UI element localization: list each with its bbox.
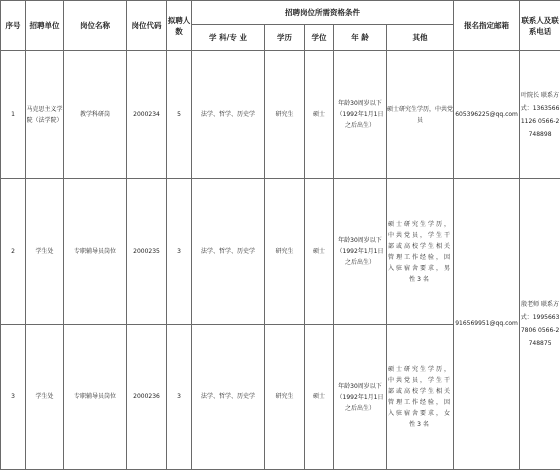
header-age: 年 龄	[334, 25, 387, 51]
cell-hire-count: 3	[167, 325, 192, 470]
header-row-1	[1, 1, 560, 25]
header-contact: 联系人及联系电话	[520, 1, 560, 51]
cell-major: 法学、哲学、历史学	[192, 179, 265, 325]
table-row	[1, 51, 560, 179]
cell-major: 法学、哲学、历史学	[192, 51, 265, 179]
cell-position-name: 教学科研岗	[64, 51, 127, 179]
header-seq: 序号	[1, 1, 26, 51]
cell-degree: 硕士	[305, 179, 334, 325]
cell-age: 年龄30周岁以下（1992年1月1日之后出生）	[334, 51, 387, 179]
header-unit: 招聘单位	[26, 1, 64, 51]
table-row	[1, 179, 560, 325]
header-other: 其他	[387, 25, 454, 51]
cell-other: 硕士研究生学历，中共党员，学生干部或高校学生相关管理工作经验，因入驻宿舍要求，女性3名	[387, 325, 454, 470]
cell-unit: 学生处	[26, 179, 64, 325]
cell-hire-count: 3	[167, 179, 192, 325]
header-hire-count: 拟聘人数	[167, 1, 192, 51]
cell-other: 硕士研究生学历，中共党员	[387, 51, 454, 179]
cell-education: 研究生	[265, 179, 305, 325]
header-requirements: 招聘岗位所需资格条件	[192, 1, 454, 25]
cell-major: 法学、哲学、历史学	[192, 325, 265, 470]
cell-position-name: 专职辅导员岗位	[64, 179, 127, 325]
cell-unit: 学生处	[26, 325, 64, 470]
cell-position-code: 2000236	[127, 325, 167, 470]
cell-degree: 硕士	[305, 325, 334, 470]
cell-education: 研究生	[265, 325, 305, 470]
cell-seq: 1	[1, 51, 26, 179]
cell-contact-shared: 殷老师 联系方式：19956637806 0566-2748875	[520, 179, 560, 470]
cell-position-code: 2000234	[127, 51, 167, 179]
header-degree: 学位	[305, 25, 334, 51]
cell-degree: 硕士	[305, 51, 334, 179]
cell-position-name: 专职辅导员岗位	[64, 325, 127, 470]
header-education: 学历	[265, 25, 305, 51]
cell-seq: 2	[1, 179, 26, 325]
cell-email: 605396225@qq.com	[454, 51, 520, 179]
header-major: 学 科/专 业	[192, 25, 265, 51]
cell-age: 年龄30周岁以下（1992年1月1日之后出生）	[334, 179, 387, 325]
cell-age: 年龄30周岁以下（1992年1月1日之后出生）	[334, 325, 387, 470]
cell-email-shared: 916569951@qq.com	[454, 179, 520, 470]
header-position-code: 岗位代码	[127, 1, 167, 51]
header-email: 报名指定邮箱	[454, 1, 520, 51]
cell-unit: 马克思主义学院（法学院）	[26, 51, 64, 179]
cell-other: 硕士研究生学历，中共党员，学生干部或高校学生相关管理工作经验，因入驻宿舍要求，男性3名	[387, 179, 454, 325]
header-position-name: 岗位名称	[64, 1, 127, 51]
cell-position-code: 2000235	[127, 179, 167, 325]
cell-education: 研究生	[265, 51, 305, 179]
cell-seq: 3	[1, 325, 26, 470]
cell-contact: 叶院长 联系方式：13635661126 0566-2748898	[520, 51, 560, 179]
cell-hire-count: 5	[167, 51, 192, 179]
